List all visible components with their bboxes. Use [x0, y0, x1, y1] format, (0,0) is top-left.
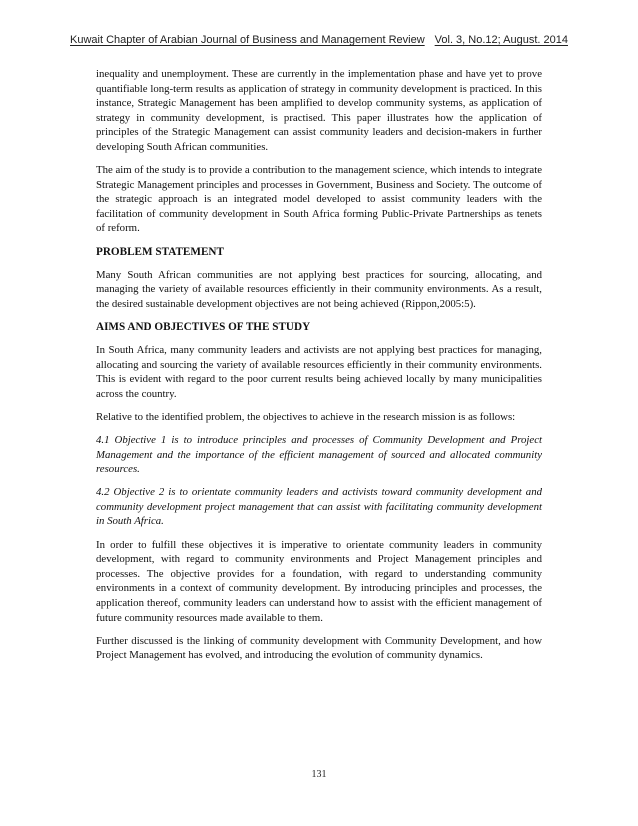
paragraph-aims: In South Africa, many community leaders and activists are not applying best practices for managing, allocating and sourcing the variety of available resources efficiently in their community environments. This is evident with regard to the poor current results being achieved locally by many municipalities across the country. [96, 344, 542, 400]
heading-problem-statement: PROBLEM STATEMENT [96, 245, 224, 258]
objective-1: 4.1 Objective 1 is to introduce principles and processes of Community Development and Project Management and the importance of the efficient management of sourced and allocated community resources. [96, 433, 542, 476]
paragraph-intro-continued: inequality and unemployment. These are currently in the implementation phase and have yet to prove quantifiable long-term results as application of strategy in community development is practiced. In this instance, Strategic Management has been amplified to develop community systems, as application of strategy in community development, is practised. This paper illustrates how the application of principles of the Strategic Management can assist community leaders and decision-makers in further developing South African communities. [96, 68, 542, 153]
paragraph-further: Further discussed is the linking of community development with Community Development, and how Project Management has evolved, and introducing the evolution of community dynamics. [96, 634, 542, 662]
page-number: 131 [311, 769, 327, 780]
journal-volume: Vol. 3, No.12; August. 2014 [434, 34, 568, 46]
page-body [96, 67, 542, 671]
paragraph-aim: The aim of the study is to provide a contribution to the management science, which intends to integrate Strategic Management principles and processes in Government, Business and Society. The outcome of the strategic approach is an integrated model developed to assist community leaders with the facilitation of community development in South Africa forming Public-Private Partnerships as tenets of reform. [96, 164, 542, 235]
journal-title: Kuwait Chapter of Arabian Journal of Business and Management Review [70, 34, 425, 46]
paragraph-problem: Many South African communities are not applying best practices for sourcing, allocating, and managing the variety of available resources efficiently in their community environments. As a result, the desired sustainable development objectives are not being achieved (Rippon,2005:5). [96, 268, 542, 310]
objective-2: 4.2 Objective 2 is to orientate community leaders and activists toward community development and community development project management that can assist with facilitating community development in South Africa. [96, 486, 542, 528]
paragraph-fulfill: In order to fulfill these objectives it is imperative to orientate community leaders in community development, with regard to community environments and Project Management principles and processes. The objective provides for a foundation, with regard to understanding community environments in a context of community development. By introducing principles and processes, the application thereof, community leaders can understand how to assist with the efficient management of future community resources made available to them. [96, 538, 542, 624]
running-header [0, 34, 638, 46]
heading-aims-objectives: AIMS AND OBJECTIVES OF THE STUDY [96, 320, 311, 333]
paragraph-objectives-intro: Relative to the identified problem, the objectives to achieve in the research mission is as follows: [96, 410, 516, 423]
